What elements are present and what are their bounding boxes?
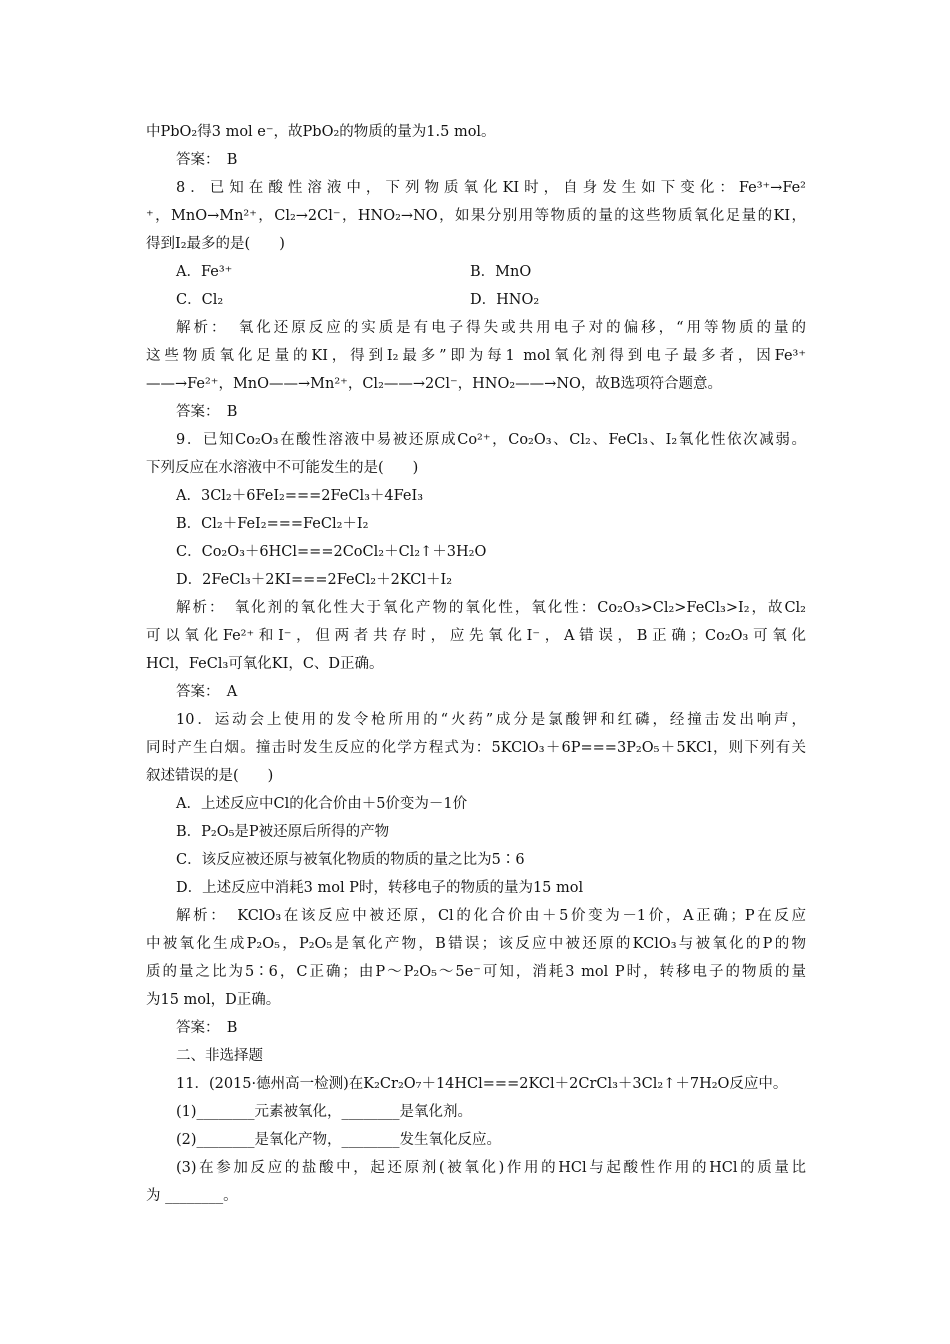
text-line: (3)在参加反应的盐酸中，起还原剂(被氧化)作用的HCl与起酸性作用的HCl的质量比 — [176, 1160, 806, 1176]
text-line: (2)________是氧化产物，________发生氧化反应。 — [176, 1132, 502, 1148]
text-line: 解析： 氧化还原反应的实质是有电子得失或共用电子对的偏移，“用等物质的量的 — [176, 320, 806, 336]
text-line: 8．已知在酸性溶液中，下列物质氧化KI时，自身发生如下变化：Fe³⁺→Fe² — [176, 180, 806, 196]
text-line: 解析： 氧化剂的氧化性大于氧化产物的氧化性，氧化性：Co₂O₃>Cl₂>FeCl₃>I₂，故Cl₂ — [176, 600, 806, 616]
text-line: D．HNO₂ — [470, 292, 540, 308]
text-line: 答案： B — [176, 1020, 238, 1036]
text-line: HCl，FeCl₃可氧化KI，C、D正确。 — [146, 656, 384, 672]
text-line: 为15 mol，D正确。 — [146, 992, 281, 1008]
text-line: 同时产生白烟。撞击时发生反应的化学方程式为：5KClO₃＋6P===3P₂O₅＋5KCl，则下列有关 — [146, 740, 806, 756]
text-line: 9．已知Co₂O₃在酸性溶液中易被还原成Co²⁺，Co₂O₃、Cl₂、FeCl₃、I₂氧化性依次减弱。 — [176, 432, 806, 448]
text-line: A．3Cl₂＋6FeI₂===2FeCl₃＋4FeI₃ — [176, 488, 424, 504]
text-line: 二、非选择题 — [176, 1048, 263, 1064]
text-line: 解析： KClO₃在该反应中被还原，Cl的化合价由＋5价变为－1价，A正确；P在反应 — [176, 908, 806, 924]
text-line: A．Fe³⁺ — [176, 264, 233, 280]
text-line: 答案： B — [176, 404, 238, 420]
text-line: 中被氧化生成P₂O₅，P₂O₅是氧化产物，B错误；该反应中被还原的KClO₃与被氧化的P的物 — [146, 936, 806, 952]
text-line: D．上述反应中消耗3 mol P时，转移电子的物质的量为15 mol — [176, 880, 584, 896]
text-line: B．P₂O₅是P被还原后所得的产物 — [176, 824, 390, 840]
text-line: D．2FeCl₃＋2KI===2FeCl₂＋2KCl＋I₂ — [176, 572, 453, 588]
text-line: 得到I₂最多的是( ) — [146, 236, 285, 252]
text-line: 这些物质氧化足量的KI，得到I₂最多”即为每1 mol氧化剂得到电子最多者，因Fe³⁺ — [146, 348, 806, 364]
text-line: ——→Fe²⁺，MnO——→Mn²⁺，Cl₂——→2Cl⁻，HNO₂——→NO，故B选项符合题意。 — [146, 376, 723, 392]
text-line: (1)________元素被氧化，________是氧化剂。 — [176, 1104, 473, 1120]
text-line: 中PbO₂得3 mol e⁻，故PbO₂的物质的量为1.5 mol。 — [146, 124, 496, 140]
text-line: C．该反应被还原与被氧化物质的物质的量之比为5∶6 — [176, 852, 525, 868]
text-line: B．MnO — [470, 264, 532, 280]
text-line: 答案： A — [176, 684, 238, 700]
text-line: C．Co₂O₃＋6HCl===2CoCl₂＋Cl₂↑＋3H₂O — [176, 544, 487, 560]
text-line: 质的量之比为5∶6，C正确；由P～P₂O₅～5e⁻可知，消耗3 mol P时，转移电子的物质的量 — [146, 964, 806, 980]
text-line: ⁺，MnO→Mn²⁺，Cl₂→2Cl⁻，HNO₂→NO，如果分别用等物质的量的这些物质氧化足量的KI， — [146, 208, 806, 224]
text-line: 为 ________。 — [146, 1188, 238, 1204]
text-line: 答案： B — [176, 152, 238, 168]
text-line: 叙述错误的是( ) — [146, 768, 274, 784]
text-line: 10．运动会上使用的发令枪所用的“火药”成分是氯酸钾和红磷，经撞击发出响声， — [176, 712, 806, 728]
text-line: B．Cl₂＋FeI₂===FeCl₂＋I₂ — [176, 516, 369, 532]
text-line: 下列反应在水溶液中不可能发生的是( ) — [146, 460, 419, 476]
text-line: 11．(2015·德州高一检测)在K₂Cr₂O₇＋14HCl===2KCl＋2CrCl₃＋3Cl₂↑＋7H₂O反应中。 — [176, 1076, 788, 1092]
text-line: C．Cl₂ — [176, 292, 224, 308]
text-line: A．上述反应中Cl的化合价由＋5价变为－1价 — [176, 796, 468, 812]
text-line: 可以氧化Fe²⁺和I⁻，但两者共存时，应先氧化I⁻，A错误，B正确；Co₂O₃可氧化 — [146, 628, 806, 644]
